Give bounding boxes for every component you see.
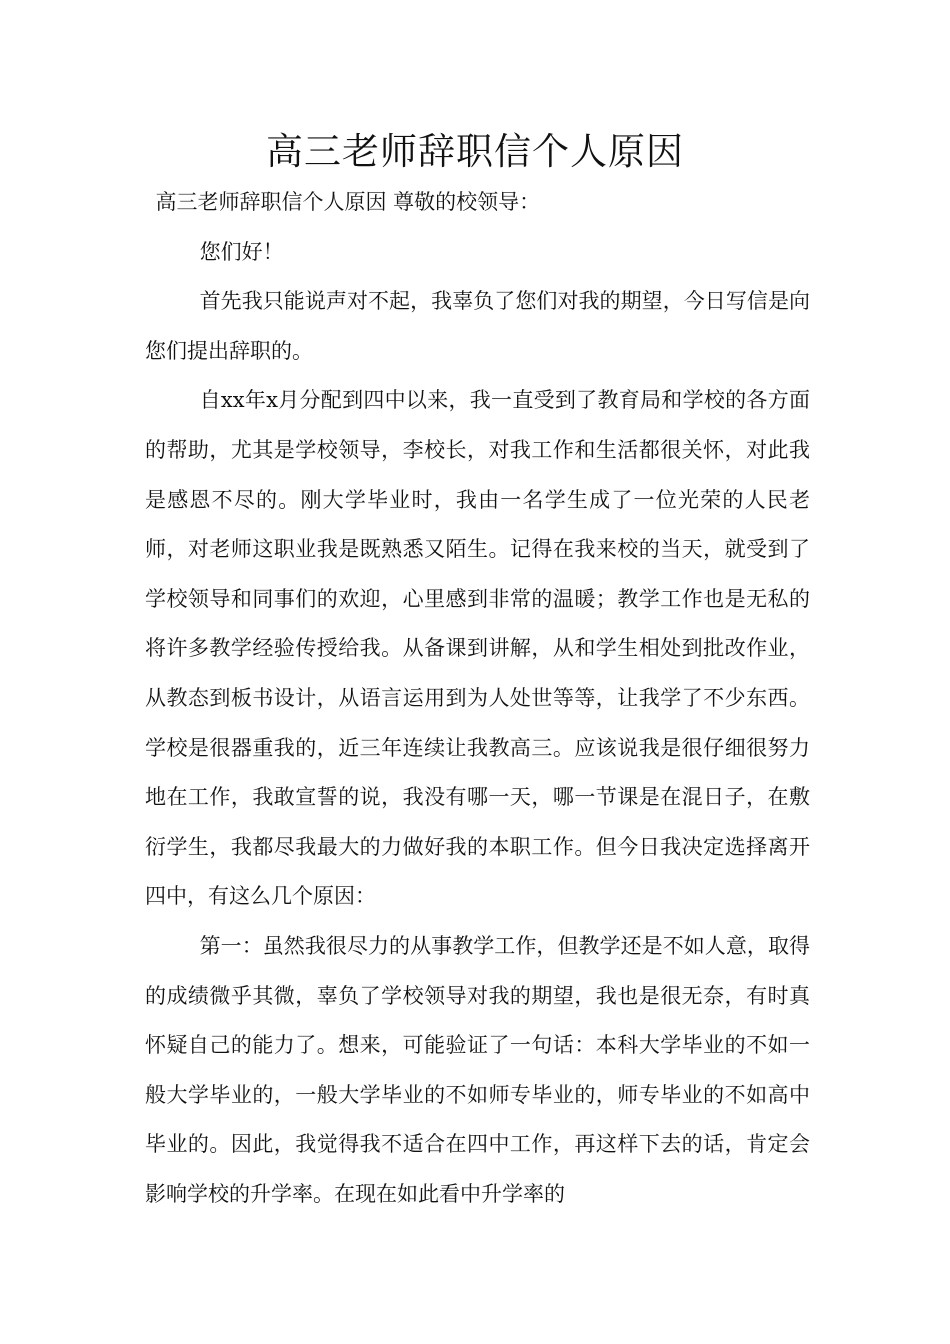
salutation-line: 高三老师辞职信个人原因 尊敬的校领导： [155, 190, 541, 214]
document-title: 高三老师辞职信个人原因 [266, 130, 684, 173]
document-body [145, 178, 810, 1219]
apology-paragraph: 首先我只能说声对不起，我辜负了您们对我的期望，今日写信是向您们提出辞职的。 [145, 289, 810, 363]
greeting-paragraph: 您们好！ [199, 239, 284, 264]
reason-one-paragraph: 第一：虽然我很尽力的从事教学工作，但教学还是不如人意，取得的成绩微乎其微，辜负了学校领导对我的期望，我也是很无奈，有时真怀疑自己的能力了。想来，可能验证了一句话：本科大学毕业的不如一般大学毕业的，一般大学毕业的不如师专毕业的，师专毕业的不如高中毕业的。因此，我觉得我不适合在四中工作，再这样下去的话，肯定会影响学校的升学率。在现在如此看中升学率的 [145, 933, 810, 1206]
background-paragraph: 自xx年x月分配到四中以来，我一直受到了教育局和学校的各方面的帮助，尤其是学校领导，李校长，对我工作和生活都很关怀，对此我是感恩不尽的。刚大学毕业时，我由一名学生成了一位光荣的人民老师，对老师这职业我是既熟悉又陌生。记得在我来校的当天，就受到了学校领导和同事们的欢迎，心里感到非常的温暖；教学工作也是无私的将许多教学经验传授给我。从备课到讲解，从和学生相处到批改作业，从教态到板书设计，从语言运用到为人处世等等，让我学了不少东西。学校是很器重我的，近三年连续让我教高三。应该说我是很仔细很努力地在工作，我敢宣誓的说，我没有哪一天，哪一节课是在混日子，在敷衍学生，我都尽我最大的力做好我的本职工作。但今日我决定选择离开四中，有这么几个原因： [145, 388, 810, 909]
